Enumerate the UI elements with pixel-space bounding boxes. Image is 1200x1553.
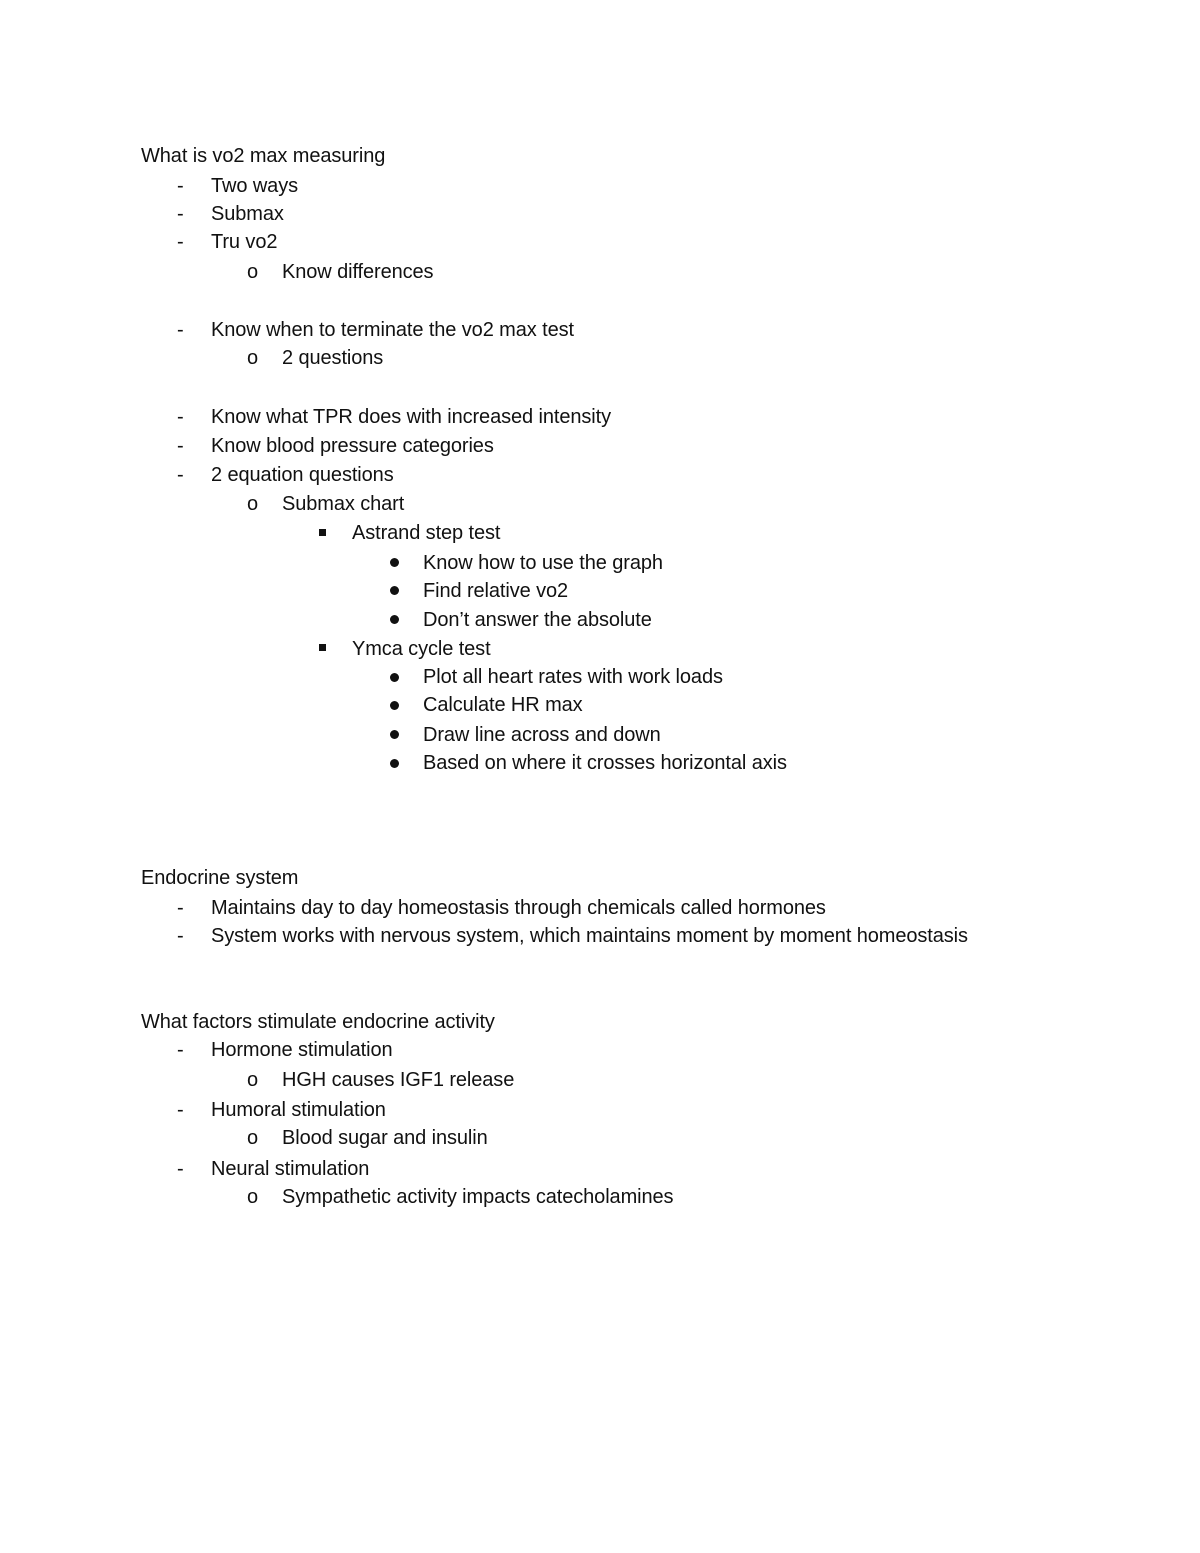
list-item: Ymca cycle test: [352, 638, 491, 660]
dash-bullet: -: [177, 1099, 184, 1121]
heading-vo2-max: What is vo2 max measuring: [141, 145, 386, 167]
list-item: Calculate HR max: [423, 694, 583, 716]
heading-endocrine-factors: What factors stimulate endocrine activity: [141, 1011, 495, 1033]
square-bullet-icon: [319, 644, 326, 651]
list-item: Blood sugar and insulin: [282, 1127, 488, 1149]
round-bullet-icon: [390, 558, 399, 567]
circle-bullet: o: [247, 1069, 259, 1091]
dash-bullet: -: [177, 464, 184, 486]
dash-bullet: -: [177, 231, 184, 253]
list-item: Sympathetic activity impacts catecholamines: [282, 1186, 674, 1208]
list-item: Maintains day to day homeostasis through chemicals called hormones: [211, 897, 826, 919]
list-item: Know blood pressure categories: [211, 435, 494, 457]
circle-bullet: o: [247, 493, 259, 515]
circle-bullet: o: [247, 261, 259, 283]
dash-bullet: -: [177, 1158, 184, 1180]
list-item: Know when to terminate the vo2 max test: [211, 319, 574, 341]
list-item: Two ways: [211, 175, 299, 197]
dash-bullet: -: [177, 435, 184, 457]
list-item: Tru vo2: [211, 231, 278, 253]
round-bullet-icon: [390, 673, 399, 682]
round-bullet-icon: [390, 615, 399, 624]
list-item: Know what TPR does with increased intensity: [211, 406, 611, 428]
list-item: Know differences: [282, 261, 434, 283]
round-bullet-icon: [390, 586, 399, 595]
list-item: Submax chart: [282, 493, 405, 515]
list-item: Humoral stimulation: [211, 1099, 386, 1121]
list-item: Hormone stimulation: [211, 1039, 393, 1061]
dash-bullet: -: [177, 175, 184, 197]
list-item: System works with nervous system, which maintains moment by moment homeostasis: [211, 925, 968, 947]
list-item: 2 questions: [282, 347, 384, 369]
circle-bullet: o: [247, 1186, 259, 1208]
list-item: Based on where it crosses horizontal axis: [423, 752, 787, 774]
round-bullet-icon: [390, 759, 399, 768]
list-item: Neural stimulation: [211, 1158, 370, 1180]
list-item: Submax: [211, 203, 284, 225]
dash-bullet: -: [177, 1039, 184, 1061]
list-item: Draw line across and down: [423, 724, 661, 746]
dash-bullet: -: [177, 925, 184, 947]
round-bullet-icon: [390, 701, 399, 710]
circle-bullet: o: [247, 347, 259, 369]
dash-bullet: -: [177, 319, 184, 341]
circle-bullet: o: [247, 1127, 259, 1149]
list-item: Don’t answer the absolute: [423, 609, 652, 631]
list-item: Find relative vo2: [423, 580, 569, 602]
heading-endocrine-system: Endocrine system: [141, 867, 299, 889]
dash-bullet: -: [177, 897, 184, 919]
square-bullet-icon: [319, 529, 326, 536]
dash-bullet: -: [177, 203, 184, 225]
list-item: Plot all heart rates with work loads: [423, 666, 723, 688]
list-item: HGH causes IGF1 release: [282, 1069, 515, 1091]
list-item: Astrand step test: [352, 522, 501, 544]
dash-bullet: -: [177, 406, 184, 428]
round-bullet-icon: [390, 730, 399, 739]
list-item: 2 equation questions: [211, 464, 394, 486]
list-item: Know how to use the graph: [423, 552, 663, 574]
